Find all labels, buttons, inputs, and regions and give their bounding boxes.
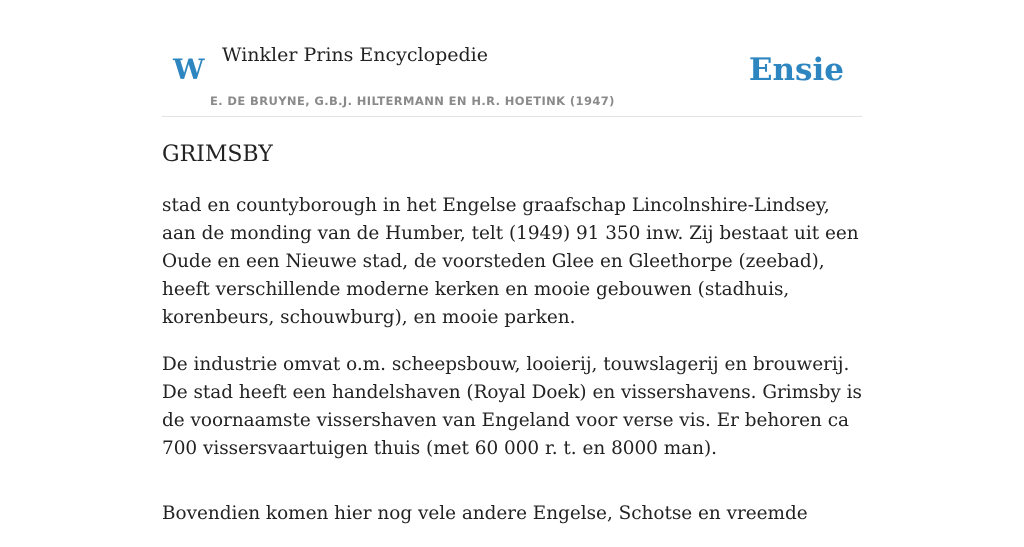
article-paragraph: Bovendien komen hier nog vele andere Engelse, Schotse en vreemde xyxy=(162,503,808,524)
source-logo[interactable]: W xyxy=(173,53,205,86)
article-paragraph: De industrie omvat o.m. scheepsbouw, looierij, touwslagerij en brouwerij. De stad heeft een handelshaven (Royal Doek) en vissershavens. Grimsby is de voornaamste vissershaven van Engeland voor verse vis. Er behoren ca 700 vissersvaartuigen thuis (met 60 000 r. t. en 8000 man). xyxy=(162,354,862,459)
article-body xyxy=(162,192,862,547)
header xyxy=(162,0,862,117)
source-title[interactable]: Winkler Prins Encyclopedie xyxy=(222,44,488,66)
ensie-logo[interactable]: Ensie xyxy=(748,52,844,88)
article-paragraph: stad en countyborough in het Engelse graafschap Lincolnshire-Lindsey, aan de monding van de Humber, telt (1949) 91 350 inw. Zij bestaat uit een Oude en een Nieuwe stad, de voorsteden Glee en Gleethorpe (zeebad), heeft verschillende moderne kerken en mooie gebouwen (stadhuis, korenbeurs, schouwburg), en mooie parken. xyxy=(162,195,859,328)
source-authors: E. DE BRUYNE, G.B.J. HILTERMANN EN H.R. HOETINK (1947) xyxy=(210,94,615,108)
article-title: GRIMSBY xyxy=(162,142,273,167)
